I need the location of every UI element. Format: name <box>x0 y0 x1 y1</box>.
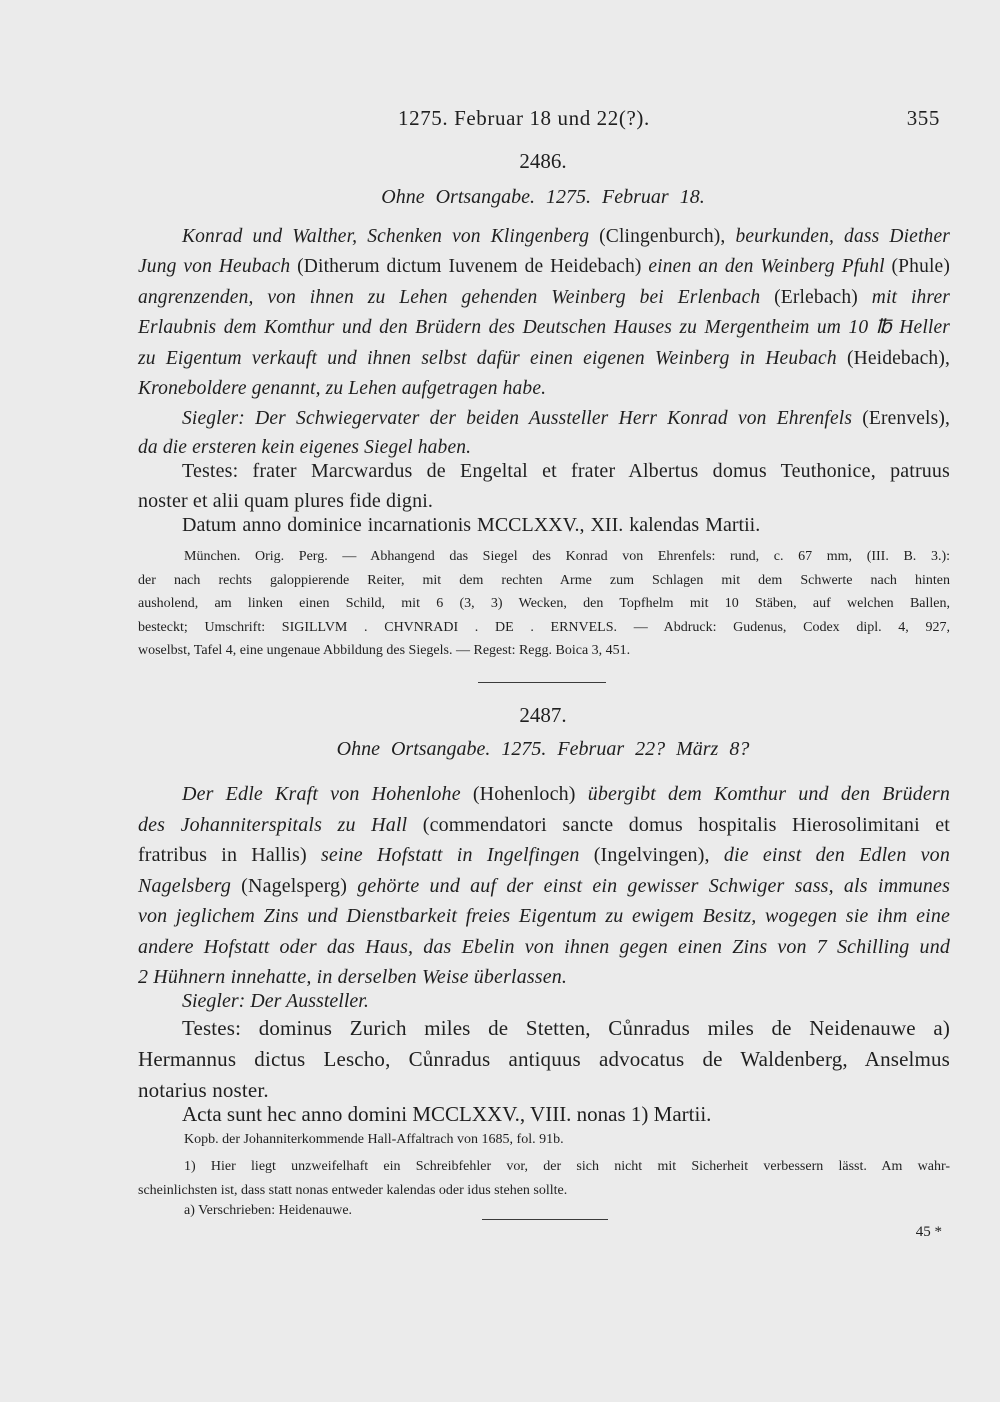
italic-run: von jeglichem Zins und Dienstbarkeit freies Eigentum zu ewigem Besitz, wogegen sie ihm eine <box>138 905 950 927</box>
note-line: München. Orig. Perg. — Abhangend das Siegel des Konrad von Ehrenfels: rund, c. 67 mm, (III. B. 3.): <box>184 549 950 564</box>
signature-mark: 45 * <box>915 1224 942 1240</box>
section-divider <box>478 682 606 683</box>
italic-run: mit ihrer <box>871 286 950 308</box>
footnote-line: 1) Hier liegt unzweifelhaft ein Schreibfehler vor, der sich nicht mit Sicherheit verbessern lässt. Am wahr- <box>184 1159 950 1174</box>
regest-summary <box>138 222 950 404</box>
footnote-line: scheinlichsten ist, dass statt nonas entweder kalendas oder idus stehen sollte. <box>138 1183 568 1198</box>
italic-run: Jung von Heubach <box>138 256 298 278</box>
note-line: ausholend, am linken einen Schild, mit 6 (3, 3) Wecken, den Topfhelm mit 10 Stäben, auf welchen Ballen, <box>138 596 950 611</box>
siegler-line <box>138 404 950 433</box>
roman-run: (Clingenburch), <box>599 226 736 247</box>
italic-run: Nagelsberg <box>138 874 242 897</box>
italic-run: 2 Hühnern innehatte, in derselben Weise überlassen. <box>138 966 568 988</box>
summary-line <box>138 840 950 871</box>
roman-run: (Erenvels), <box>862 408 950 429</box>
italic-run: Erlaubnis dem Komthur und den Brüdern des Deutschen Hauses zu Mergentheim um 10 ℔ Heller <box>138 317 950 339</box>
testes-line: notarius noster. <box>138 1078 269 1102</box>
summary-line <box>138 222 950 252</box>
page-number: 355 <box>906 106 940 130</box>
roman-run: (Hohenloch) <box>472 783 588 805</box>
seal-note <box>138 404 950 462</box>
running-title: 1275. Februar 18 und 22(?). <box>398 106 650 130</box>
note-line: woselbst, Tafel 4, eine ungenaue Abbildung des Siegels. — Regest: Regg. Boica 3, 451. <box>138 643 631 658</box>
italic-run: Kroneboldere genannt, zu Lehen aufgetragen habe. <box>138 378 547 400</box>
roman-run: (Ditherum dictum Iuvenem de Heidebach) <box>297 256 649 278</box>
summary-line <box>138 810 950 841</box>
roman-run: fratribus in Hallis) <box>138 844 321 866</box>
footnote-divider <box>482 1219 608 1220</box>
summary-line <box>138 374 950 404</box>
seal-note: Siegler: Der Aussteller. <box>182 990 369 1012</box>
witnesses <box>138 1013 950 1106</box>
document-number: 2486. <box>519 149 567 173</box>
place-date: Ohne Ortsangabe. 1275. Februar 22? März 8? <box>336 738 750 760</box>
roman-run: (Phule) <box>891 256 950 278</box>
summary-line <box>138 283 950 313</box>
italic-run: die einst den Edlen von <box>723 844 950 866</box>
summary-line <box>138 252 950 282</box>
summary-line <box>138 313 950 343</box>
roman-run: (commendatori sancte domus hospitalis Hierosolimitani et <box>422 813 951 836</box>
roman-run: (Erlebach) <box>774 286 872 308</box>
dating-clause: Acta sunt hec anno domini MCCLXXV., VIII. nonas 1) Martii. <box>182 1102 712 1126</box>
italic-run: seine Hofstatt in Ingelfingen <box>320 844 594 866</box>
summary-line <box>138 901 950 932</box>
summary-line <box>138 932 950 963</box>
testes-line: noster et alii quam plures fide digni. <box>138 490 434 512</box>
testes-line: Testes: dominus Zurich miles de Stetten, Cůnradus miles de Neidenauwe a) <box>182 1016 950 1040</box>
italic-run: da die ersteren kein eigenes Siegel haben. <box>138 437 472 458</box>
italic-run: zu Eigentum verkauft und ihnen selbst dafür einen eigenen Weinberg in Heubach <box>138 347 847 369</box>
italic-run: Siegler: Der Schwiegervater der beiden Aussteller Herr Konrad von Ehrenfels <box>182 408 863 429</box>
italic-run: Konrad und Walther, Schenken von Klingenberg <box>182 226 600 247</box>
source-notes <box>138 545 950 663</box>
italic-run: andere Hofstatt oder das Haus, das Ebelin von ihnen gegen einen Zins von 7 Schilling und <box>138 935 950 958</box>
roman-run: (Ingelvingen), <box>593 844 724 866</box>
dating-clause: Datum anno dominice incarnationis MCCLXXV., XII. kalendas Martii. <box>182 514 761 536</box>
italic-run: übergibt dem Komthur und den Brüdern <box>587 783 950 805</box>
document-number: 2487. <box>519 703 567 727</box>
summary-line <box>138 779 950 810</box>
source-note: Kopb. der Johanniterkommende Hall-Affaltrach von 1685, fol. 91b. <box>184 1132 564 1147</box>
note-line: der nach rechts galoppierende Reiter, mit dem rechten Arme zum Schlagen mit dem Schwerte nach hinten <box>138 572 950 588</box>
footnote-1 <box>138 1155 950 1203</box>
testes-line: Testes: frater Marcwardus de Engeltal et frater Albertus domus Teuthonice, patruus <box>182 460 950 482</box>
roman-run: (Heidebach), <box>846 347 950 369</box>
witnesses <box>138 456 950 516</box>
summary-line <box>138 871 950 902</box>
italic-run: beurkunden, dass Diether <box>735 226 950 247</box>
summary-line <box>138 962 950 993</box>
note-line: besteckt; Umschrift: SIGILLVM . CHVNRADI . DE . ERNVELS. — Abdruck: Gudenus, Codex dipl. 4, 927, <box>138 619 950 635</box>
italic-run: des Johanniterspitals zu Hall <box>138 813 423 836</box>
footnote-a: a) Verschrieben: Heidenauwe. <box>184 1203 353 1218</box>
italic-run: Der Edle Kraft von Hohenlohe <box>182 783 473 805</box>
italic-run: einen an den Weinberg Pfuhl <box>648 256 892 278</box>
summary-line <box>138 344 950 374</box>
place-date: Ohne Ortsangabe. 1275. Februar 18. <box>381 186 705 208</box>
testes-line: Hermannus dictus Lescho, Cůnradus antiquus advocatus de Waldenberg, Anselmus <box>138 1047 950 1071</box>
italic-run: gehörte und auf der einst ein gewisser Schwiger sass, als immunes <box>357 874 951 897</box>
regest-summary <box>138 779 950 993</box>
roman-run: (Nagelsperg) <box>241 874 358 897</box>
italic-run: angrenzenden, von ihnen zu Lehen gehenden Weinberg bei Erlenbach <box>138 286 775 308</box>
